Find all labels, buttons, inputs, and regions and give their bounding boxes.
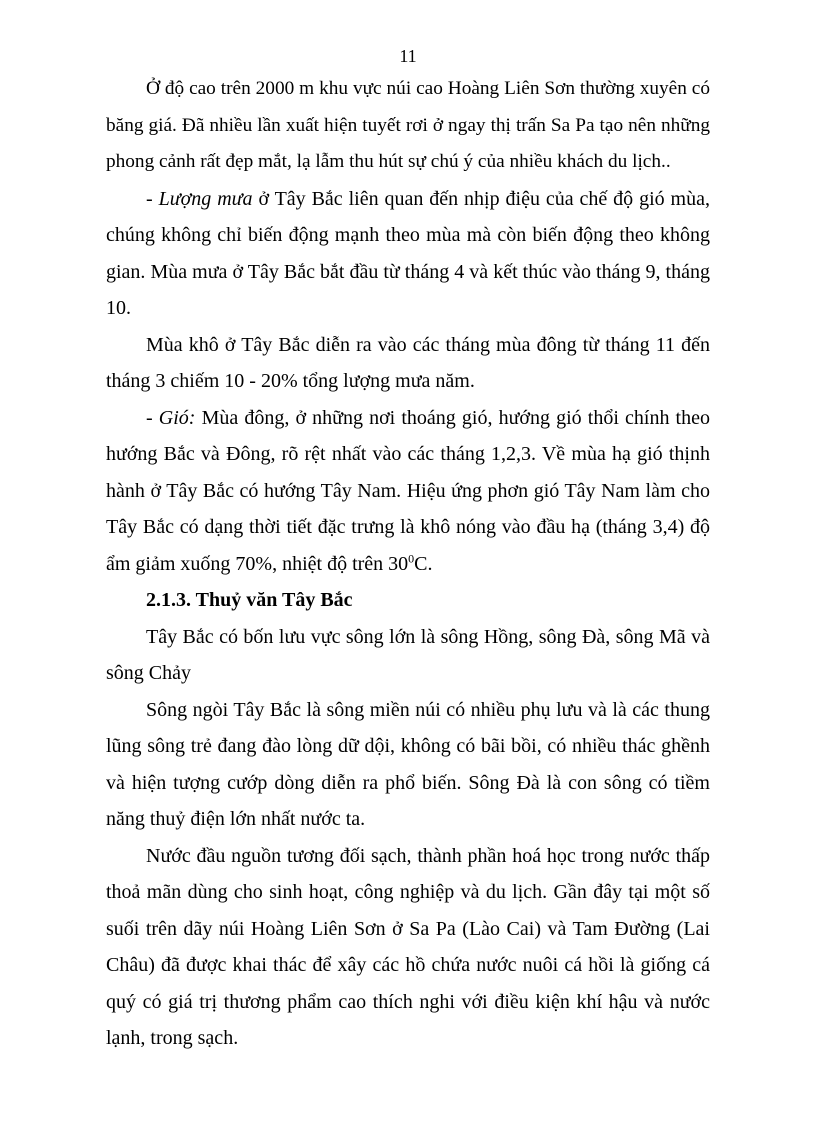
paragraph-river-basins: Tây Bắc có bốn lưu vực sông lớn là sông Hồng, sông Đà, sông Mã và sông Chảy <box>106 625 710 684</box>
wind-text: Mùa đông, ở những nơi thoáng gió, hướng gió thổi chính theo hướng Bắc và Đông, rõ rệt nhất vào các tháng 1,2,3. Về mùa hạ gió thịnh hành ở Tây Bắc có hướng Tây Nam. Hiệu ứng phơn gió Tây Nam làm cho Tây Bắc có dạng thời tiết đặc trưng là khô nóng vào đầu hạ (tháng 3,4) độ ẩm giảm xuống 70%, nhiệt độ trên 30 <box>106 406 710 575</box>
rainfall-term: Lượng mưa <box>158 187 253 210</box>
document-body <box>106 71 710 1057</box>
paragraph-water-quality: Nước đầu nguồn tương đối sạch, thành phần hoá học trong nước thấp thoả mãn dùng cho sinh hoạt, công nghiệp và du lịch. Gần đây tại một số suối trên dãy núi Hoàng Liên Sơn ở Sa Pa (Lào Cai) và Tam Đường (Lai Châu) đã được khai thác để xây các hồ chứa nước nuôi cá hồi là giống cá quý có giá trị thương phẩm cao thích nghi với điều kiện khí hậu và nước lạnh, trong sạch. <box>106 844 710 1049</box>
paragraph-rainfall <box>106 181 710 327</box>
wind-bullet: - <box>146 406 159 429</box>
paragraph-river-characteristics: Sông ngòi Tây Bắc là sông miền núi có nhiều phụ lưu và là các thung lũng sông trẻ đang đào lòng dữ dội, không có bãi bồi, có nhiều thác ghềnh và hiện tượng cướp dòng diễn ra phổ biến. Sông Đà là con sông có tiềm năng thuỷ điện lớn nhất nước ta. <box>106 698 710 830</box>
wind-text-end: C. <box>414 552 433 575</box>
degree-superscript: 0 <box>408 550 415 565</box>
paragraph-dry-season: Mùa khô ở Tây Bắc diễn ra vào các tháng mùa đông từ tháng 11 đến tháng 3 chiếm 10 - 20% tổng lượng mưa năm. <box>106 333 710 392</box>
wind-term: Gió: <box>158 406 196 429</box>
rainfall-bullet: - <box>146 187 159 210</box>
section-heading: 2.1.3. Thuỷ văn Tây Bắc <box>146 589 353 611</box>
page-number: 11 <box>399 46 417 66</box>
rainfall-text: ở Tây Bắc liên quan đến nhịp điệu của chế độ gió mùa, chúng không chỉ biến động mạnh theo mùa mà còn biến động theo không gian. Mùa mưa ở Tây Bắc bắt đầu từ tháng 4 và kết thúc vào tháng 9, tháng 10. <box>106 187 710 319</box>
paragraph-wind <box>106 400 710 583</box>
paragraph-ice-snow: Ở độ cao trên 2000 m khu vực núi cao Hoàng Liên Sơn thường xuyên có băng giá. Đã nhiều lần xuất hiện tuyết rơi ở ngay thị trấn Sa Pa tạo nên những phong cảnh rất đẹp mắt, lạ lẫm thu hút sự chú ý của nhiều khách du lịch.. <box>106 78 710 172</box>
